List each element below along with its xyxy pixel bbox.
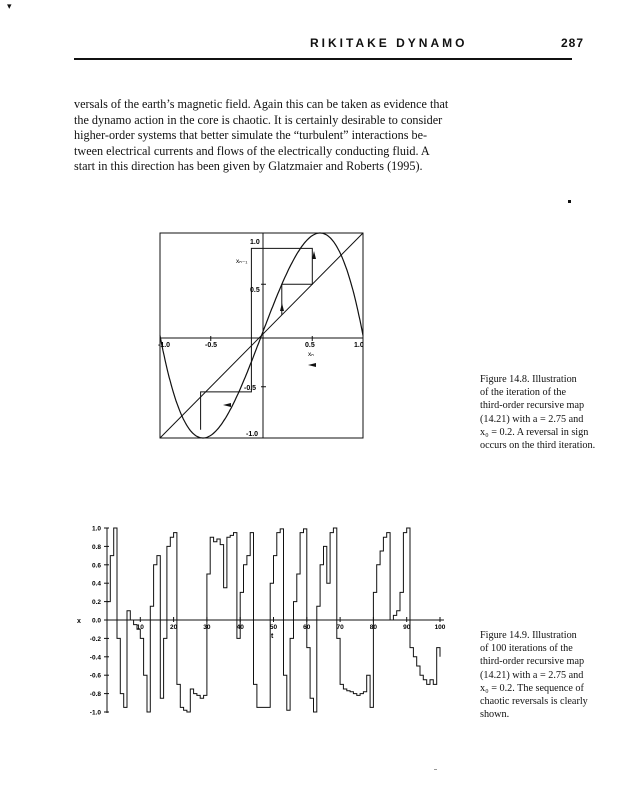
speck: [434, 769, 437, 770]
body-line: tween electrical currents and flows of the electrically conducting fluid. A: [74, 143, 430, 158]
fig2-y-tick-label: -0.4: [89, 654, 101, 662]
body-line: versals of the earth’s magnetic field. Again this can be taken as evidence that: [74, 97, 449, 111]
cobweb-figure: [158, 233, 364, 438]
caption-line: chaotic reversals is clearly: [480, 696, 588, 708]
body-line: the dynamo action in the core is chaotic. It is certainly desirable to consider: [74, 112, 443, 127]
caption-line: Figure 14.9. Illustration: [480, 630, 577, 641]
fig2-x-tick-label: 40: [236, 624, 244, 631]
caption-line: x₀ = 0.2. A reversal in sign: [480, 426, 589, 438]
fig2-x-axis-label: t: [271, 633, 274, 640]
caption-line: x₀ = 0.2. The sequence of: [480, 682, 584, 694]
fig1-arrow-left: [223, 403, 231, 407]
fig2-y-tick-label: 0.0: [91, 617, 101, 625]
caption-line: (14.21) with a = 2.75 and: [480, 413, 584, 425]
fig2-x-tick-label: 60: [303, 624, 311, 631]
fig1-tick-label: 0.5: [305, 342, 315, 349]
fig2-y-tick-label: -0.6: [89, 672, 101, 680]
fig2-y-tick-label: 0.8: [91, 543, 101, 551]
figure-14-8-caption: [480, 373, 595, 452]
fig2-x-tick-label: 10: [136, 624, 144, 631]
caption-line: Figure 14.8. Illustration: [480, 374, 577, 385]
fig2-y-tick-label: -0.2: [89, 635, 101, 643]
fig2-x-tick-label: 30: [203, 624, 211, 631]
fig2-x-tick-label: 80: [369, 624, 378, 631]
fig2-x-tick-label: 100: [434, 624, 446, 631]
fig1-tick-label: 1.0: [354, 342, 364, 349]
caption-line: third-order recursive map: [480, 400, 585, 412]
fig1-arrow-up: [280, 303, 284, 311]
figure-14-9-caption: [480, 629, 588, 721]
fig1-tick-label: -0.5: [244, 385, 257, 392]
time-series-figure: [77, 526, 446, 717]
fig1-tick-label: 1.0: [250, 239, 260, 246]
caption-line: shown.: [480, 709, 510, 721]
caption-line: of the iteration of the: [480, 387, 566, 399]
body-line: higher-order systems that better simulate the “turbulent” interactions be-: [74, 128, 428, 143]
caption-line: (14.21) with a = 2.75 and: [480, 669, 584, 681]
caption-line: third-order recursive map: [480, 656, 585, 668]
fig2-x-tick-label: 70: [336, 624, 344, 631]
body-line: start in this direction has been given by Glatzmaier and Roberts (1995).: [74, 159, 423, 174]
fig2-y-tick-label: 0.6: [91, 562, 101, 570]
caption-line: occurs on the third iteration.: [480, 440, 596, 452]
fig2-x-tick-label: 90: [403, 624, 411, 631]
caption-line: of 100 iterations of the: [480, 643, 573, 655]
page-number: 287: [561, 36, 585, 50]
fig1-x-axis-label: xₙ: [308, 351, 314, 358]
fig2-y-tick-label: 0.4: [91, 580, 101, 588]
fig1-tick-label: -1.0: [158, 342, 171, 349]
fig1-tick-label: 0.5: [250, 287, 260, 294]
fig1-tick-label: -1.0: [246, 431, 259, 438]
corner-mark: ▾: [7, 1, 12, 11]
fig2-y-tick-label: -0.8: [89, 691, 101, 699]
fig1-tick-label: -0.5: [205, 342, 218, 349]
fig1-cobweb-path: [201, 248, 313, 429]
fig1-arrow-left: [308, 363, 316, 367]
running-title: RIKITAKE DYNAMO: [310, 36, 468, 50]
fig2-x-tick-label: 50: [269, 624, 278, 631]
fig2-x-tick-label: 20: [169, 624, 178, 631]
fig2-y-tick-label: 1.0: [91, 525, 101, 533]
fig2-y-axis-label: x: [77, 618, 81, 625]
fig1-y-axis-label: xₙ₋₁: [236, 258, 248, 265]
fig2-y-tick-label: -1.0: [89, 709, 101, 717]
fig2-y-tick-label: 0.2: [91, 599, 101, 607]
